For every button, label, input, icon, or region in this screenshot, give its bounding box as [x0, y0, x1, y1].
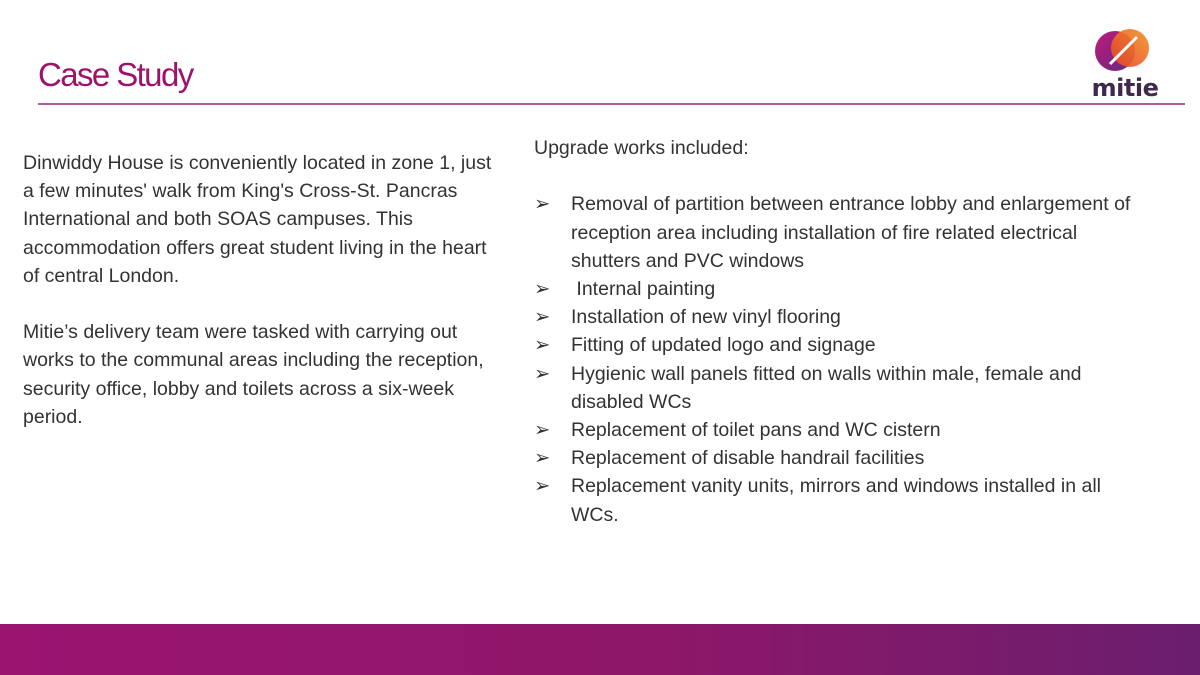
- list-item-text: Installation of new vinyl flooring: [571, 306, 841, 329]
- arrow-bullet-icon: ➢: [534, 362, 551, 385]
- mitie-logo: [1083, 24, 1163, 106]
- delivery-paragraph: Mitie’s delivery team were tasked with carrying out works to the communal areas including the reception, security office, lobby and toilets across a six-week period.: [23, 321, 484, 428]
- list-item: [534, 190, 1134, 275]
- upgrade-works-column: [534, 134, 1134, 529]
- arrow-bullet-icon: ➢: [534, 447, 551, 470]
- list-item-text: Hygienic wall panels fitted on walls within male, female and disabled WCs: [571, 362, 1082, 413]
- list-item: [534, 416, 1134, 444]
- arrow-bullet-icon: ➢: [534, 334, 551, 357]
- arrow-bullet-icon: ➢: [534, 278, 551, 300]
- arrow-bullet-icon: ➢: [534, 475, 551, 498]
- list-item: [534, 360, 1134, 416]
- slide-title: Case Study: [38, 56, 193, 93]
- list-item-text: Replacement vanity units, mirrors and windows installed in all WCs.: [571, 475, 1101, 526]
- list-item: [534, 444, 1134, 472]
- list-item-text: Replacement of toilet pans and WC cistern: [571, 419, 941, 442]
- list-item: [534, 331, 1134, 359]
- list-item: [534, 472, 1134, 528]
- mitie-logo-mark-icon: [1092, 28, 1154, 74]
- arrow-bullet-icon: ➢: [534, 193, 551, 216]
- upgrade-works-list: [534, 190, 1134, 528]
- upgrade-works-heading: Upgrade works included:: [534, 137, 749, 159]
- arrow-bullet-icon: ➢: [534, 306, 551, 329]
- list-item-text: Replacement of disable handrail facilities: [571, 447, 925, 470]
- list-item: [534, 303, 1134, 331]
- title-divider: [38, 103, 1185, 105]
- list-item: [534, 275, 1134, 303]
- list-item-text: Internal painting: [571, 278, 716, 300]
- footer-band: [0, 624, 1200, 675]
- list-item-text: Fitting of updated logo and signage: [571, 334, 876, 357]
- intro-text-column: [23, 149, 493, 431]
- arrow-bullet-icon: ➢: [534, 419, 551, 442]
- list-item-text: Removal of partition between entrance lobby and enlargement of reception area including installation of fire related electrical shutters and PVC windows: [571, 193, 1131, 272]
- mitie-logo-word: mitie: [1091, 74, 1159, 102]
- location-paragraph: Dinwiddy House is conveniently located in zone 1, just a few minutes' walk from King's Cross-St. Pancras International and both SOAS campuses. This accommodation offers great student living in the heart of central London.: [23, 152, 492, 287]
